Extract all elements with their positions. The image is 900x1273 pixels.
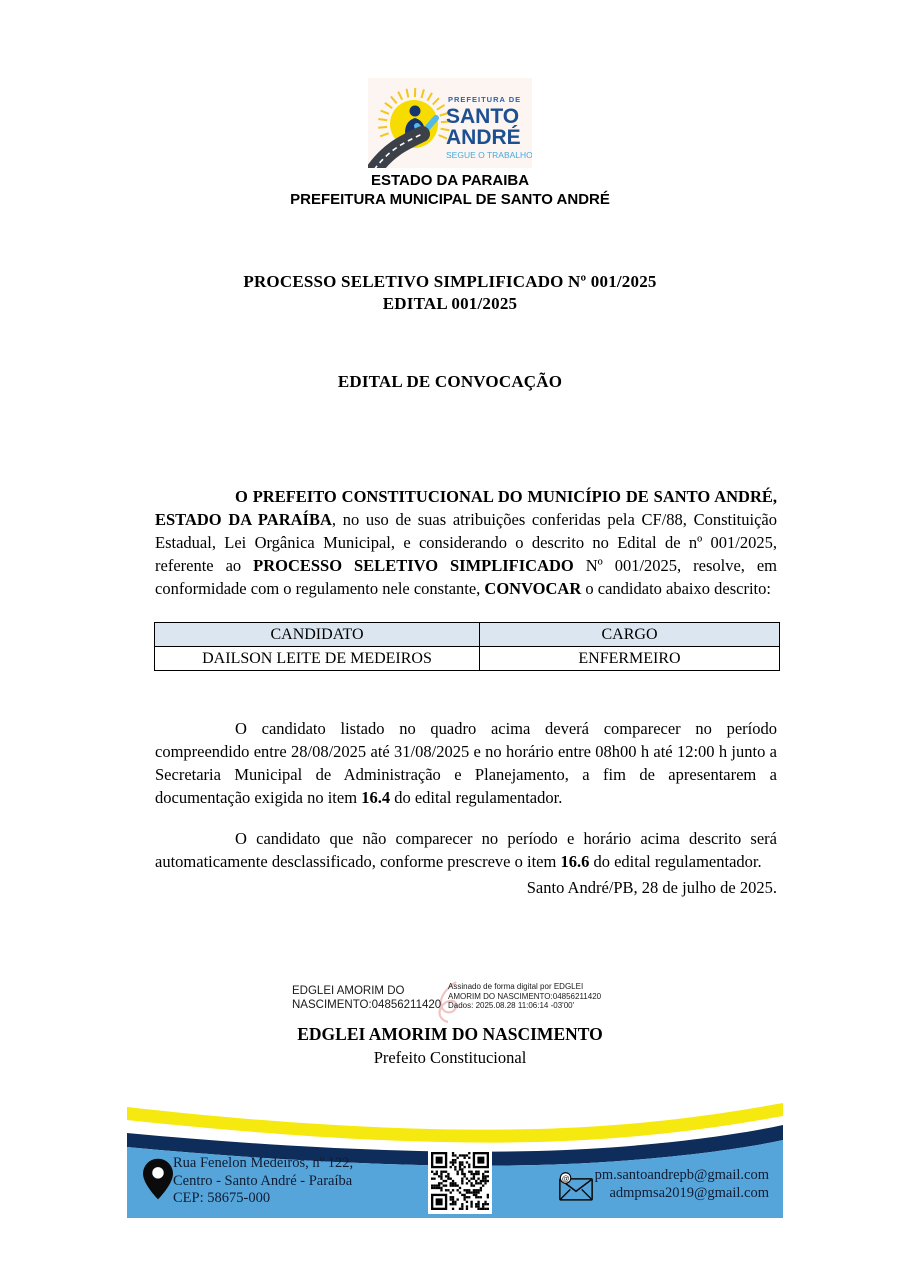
- candidate-table: [154, 622, 780, 671]
- municipality-logo: [368, 78, 532, 168]
- column-header-cargo: CARGO: [480, 623, 780, 647]
- footer-banner: [127, 1100, 783, 1218]
- location-pin-icon: [143, 1158, 173, 1200]
- table-row: [155, 647, 780, 671]
- address-line-cep: CEP: 58675-000: [173, 1190, 271, 1206]
- qr-code: [428, 1148, 492, 1214]
- paragraph-attendance: O candidato listado no quadro acima deverá comparecer no período compreendido entre 28/08/2025 até 31/08/2025 e no horário entre 08h00 h até 12:00 h junto a Secretaria Municipal de Administração e Planejamento, a fim de apresentarem a documentação exigida no item 16.4 do edital regulamentador.: [155, 718, 777, 807]
- state-line: ESTADO DA PARAIBA: [370, 172, 530, 189]
- date-line: Santo André/PB, 28 de julho de 2025.: [526, 878, 777, 897]
- paragraph-disqualification: O candidato que não comparecer no período e horário acima descrito será automaticamente desclassificado, conforme prescreve o item 16.6 do edital regulamentador.: [155, 828, 777, 871]
- cell-candidate-role: ENFERMEIRO: [480, 647, 780, 671]
- edital-title: EDITAL 001/2025: [382, 294, 518, 313]
- footer-address: [173, 1155, 353, 1208]
- signature-note-line1: Assinado de forma digital por EDGLEI: [448, 982, 584, 991]
- signature-certificate-name: EDGLEI AMORIM DO NASCIMENTO:04856211420: [292, 985, 442, 1011]
- email-secondary: admpmsa2019@gmail.com: [609, 1185, 769, 1201]
- signer-name: EDGLEI AMORIM DO NASCIMENTO: [297, 1024, 603, 1044]
- email-envelope-icon: [557, 1172, 595, 1202]
- process-title: PROCESSO SELETIVO SIMPLIFICADO Nº 001/2025: [243, 272, 657, 291]
- address-line-street: Rua Fenelon Medeiros, nº 122,: [173, 1155, 354, 1171]
- paragraph-preamble: O PREFEITO CONSTITUCIONAL DO MUNICÍPIO DE SANTO ANDRÉ, ESTADO DA PARAÍBA, no uso de suas atribuições conferidas pela CF/88, Constituição Estadual, Lei Orgânica Municipal, e considerando o descrito no Edital de nº 001/2025, referente ao PROCESSO SELETIVO SIMPLIFICADO Nº 001/2025, resolve, em conformidade com o regulamento nele constante, CONVOCAR o candidato abaixo descrito:: [155, 486, 778, 598]
- signature-note-line2: AMORIM DO NASCIMENTO:04856211420: [448, 991, 602, 1001]
- footer-emails: [595, 1166, 769, 1202]
- logo-name-line1: SANTO: [446, 105, 520, 128]
- org-line: PREFEITURA MUNICIPAL DE SANTO ANDRÉ: [290, 191, 610, 208]
- logo-name-line2: ANDRÉ: [446, 126, 521, 149]
- at-symbol: @: [561, 1173, 570, 1183]
- convocation-title: EDITAL DE CONVOCAÇÃO: [337, 372, 563, 391]
- signature-note-line3: Dados: 2025.08.28 11:06:14 -03'00': [448, 1001, 575, 1010]
- column-header-candidato: CANDIDATO: [155, 623, 480, 647]
- signer-role: Prefeito Constitucional: [373, 1048, 527, 1067]
- email-primary: pm.santoandrepb@gmail.com: [594, 1167, 769, 1183]
- logo-tagline: SEGUE O TRABALHO: [446, 150, 532, 160]
- logo-top-line: PREFEITURA DE: [448, 95, 522, 104]
- cell-candidate-name: DAILSON LEITE DE MEDEIROS: [155, 647, 480, 671]
- table-header-row: [155, 623, 780, 647]
- address-line-city: Centro - Santo André - Paraíba: [173, 1172, 353, 1189]
- signature-digital-note: [448, 982, 618, 1011]
